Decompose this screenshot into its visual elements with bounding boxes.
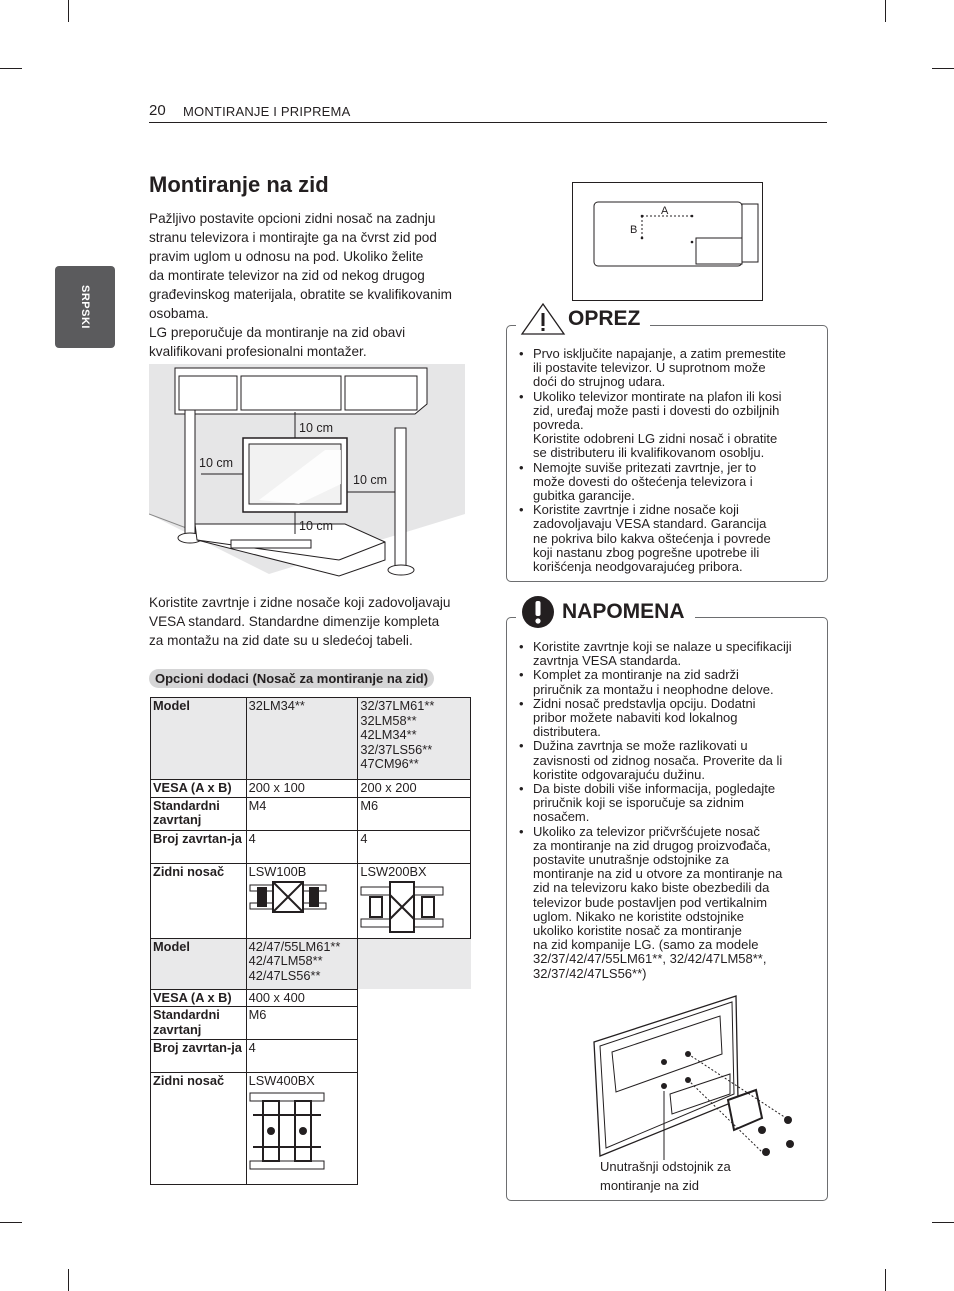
list-item: [516, 739, 826, 782]
list-item-line: priručnik koji se isporučuje sa zidnim: [533, 795, 744, 811]
accessories-label: Opcioni dodaci (Nosač za montiranje na zid): [149, 669, 434, 688]
table-row: [151, 1073, 471, 1185]
list-item-line: gubitka garancije.: [533, 488, 635, 504]
vesa-cell: 400 x 400: [246, 989, 358, 1007]
model-label: Model: [151, 938, 247, 989]
section-title: MONTIRANJE I PRIPREMA: [183, 104, 351, 119]
list-item: [516, 390, 826, 461]
wall-mount-spec-table: [150, 697, 471, 1185]
crop-mark: [932, 1222, 954, 1223]
vesa-label: VESA (A x B): [151, 780, 247, 798]
list-item-line: ili postavite televizor. U suprotnom može: [533, 360, 766, 376]
language-tab-label: SRPSKI: [79, 285, 91, 329]
bracket-name: LSW400BX: [248, 1073, 315, 1088]
screw-cell: M6: [246, 1007, 358, 1040]
table-row: [151, 1040, 471, 1073]
text-line: pravim uglom u odnosu na pod. Ukoliko želite: [149, 249, 424, 264]
crop-mark: [885, 0, 886, 22]
list-item: [516, 461, 826, 504]
bracket-name: LSW200BX: [360, 863, 427, 879]
list-item-line: zid, uređaj može pasti i dovesti do ozbiljnih: [533, 402, 780, 418]
crop-mark: [885, 1269, 886, 1291]
text-line: LG preporučuje da montiranje na zid obavi: [149, 325, 406, 340]
right-clearance-label: 10 cm: [353, 473, 388, 487]
text-line: građevinskog materijala, obratite se kvalifikovanim: [149, 287, 452, 302]
table-row: [151, 938, 471, 989]
bracket-cell: [246, 863, 358, 938]
screw-cell: M6: [358, 797, 471, 830]
list-item-line: zid na televizoru kako biste obezbedili da: [533, 880, 770, 896]
model-name: 47CM96**: [360, 756, 419, 771]
screw-count-cell: 4: [358, 830, 471, 863]
table-row: [151, 780, 471, 798]
caution-header: [516, 302, 650, 336]
list-item-line: distributera.: [533, 724, 601, 740]
list-item-line: • Prvo isključite napajanje, a zatim premestite: [533, 346, 786, 361]
list-item-line: može dovesti do oštećenja televizora i: [533, 473, 753, 489]
left-clearance-label: 10 cm: [199, 456, 234, 470]
list-item-line: zavisnosti od zidnog nosača. Proverite da li: [533, 752, 783, 768]
model-name: 42/47/55LM61**: [248, 938, 341, 954]
empty-cell: [358, 1007, 471, 1040]
list-item-line: montiranje na zid u otvore za montiranje na: [533, 866, 783, 882]
list-item-line: zavrtnja VESA standarda.: [533, 653, 682, 669]
list-item-line: postavite unutrašnje odstojnike za: [533, 852, 729, 868]
list-item-line: 32/37/42/47/55LM61**, 32/42/47LM58**,: [533, 951, 767, 967]
dimension-b-label: B: [630, 224, 638, 236]
model-name: 32/37LM61**: [360, 698, 435, 713]
list-item-line: • Komplet za montiranje na zid sadrži: [533, 667, 739, 683]
list-item-line: Koristite odobreni LG zidni nosač i obratite: [533, 431, 778, 447]
bracket-lsw400bx-image: [249, 1091, 325, 1171]
caption-line: montiranje na zid: [600, 1178, 699, 1193]
text-line: stranu televizora i montirajte ga na čvrst zid pod: [149, 230, 437, 245]
bracket-lsw100b-image: [249, 881, 327, 913]
model-name: 42/47LS56**: [248, 967, 321, 983]
table-row: [151, 797, 471, 830]
text-line: kvalifikovani profesionalni montažer.: [149, 344, 367, 359]
language-tab: [55, 266, 115, 348]
caution-list: [516, 347, 826, 574]
list-item-line: koji nastanu zbog pogrešne upotrebe ili: [533, 544, 760, 560]
note-list: [516, 640, 826, 981]
list-item-line: televizor bude postavljen pod vertikalnim: [533, 894, 768, 910]
vesa-cell: 200 x 200: [358, 780, 471, 798]
bracket-cell: [358, 863, 471, 938]
spacer-caption: [600, 1157, 731, 1195]
note-header: [516, 594, 695, 630]
list-item-line: za montiranje na zid drugog proizvođača,: [533, 837, 771, 853]
caution-title: OPREZ: [566, 307, 646, 331]
list-item-line: pribor možete nabaviti kod lokalnog: [533, 710, 738, 726]
list-item-line: doći do strujnog udara.: [533, 374, 666, 390]
table-row: [151, 989, 471, 1007]
model-label: Model: [151, 698, 247, 780]
screw-label: Standardni zavrtanj: [151, 797, 247, 830]
exclamation-circle-icon: [520, 594, 556, 630]
text-line: da montirate televizor na zid od nekog drugog: [149, 268, 425, 283]
list-item: [516, 347, 826, 390]
vesa-paragraph: [149, 593, 479, 650]
vesa-dimension-diagram: [572, 182, 764, 302]
tv-spacer-illustration: [590, 994, 810, 1160]
header-rule: [149, 122, 827, 123]
text-line: VESA standard. Standardne dimenzije kompleta: [149, 614, 440, 629]
model-name: 32/37LS56**: [360, 741, 433, 757]
list-item-line: se distributeru ili kvalifikovanom osoblju.: [533, 445, 765, 461]
list-item-line: povreda.: [533, 417, 584, 433]
list-item-line: nosačem.: [533, 809, 590, 825]
screw-count-label: Broj zavrtan-ja: [151, 830, 247, 863]
model-cell: [358, 698, 471, 780]
warning-triangle-icon: [520, 302, 566, 336]
list-item: [516, 825, 826, 981]
bracket-label: Zidni nosač: [151, 1073, 247, 1185]
list-item: [516, 640, 826, 668]
list-item-line: • Koristite zavrtnje i zidne nosače koji: [533, 502, 739, 518]
list-item-line: • Dužina zavrtnja se može razlikovati u: [533, 738, 748, 754]
wall-mount-clearance-illustration: [149, 364, 465, 580]
list-item-line: • Ukoliko za televizor pričvršćujete nosač: [533, 823, 760, 839]
table-row: [151, 1007, 471, 1040]
empty-cell: [358, 989, 471, 1007]
table-row: [151, 698, 471, 780]
model-name: 42/47LM58**: [248, 953, 323, 968]
list-item-line: zadovoljavaju VESA standard. Garancija: [533, 516, 767, 532]
page-number: 20: [149, 102, 166, 119]
crop-mark: [0, 1222, 22, 1223]
model-name: 42LM34**: [360, 727, 417, 742]
screw-label: Standardni zavrtanj: [151, 1007, 247, 1040]
crop-mark: [68, 1269, 69, 1291]
empty-cell: [358, 938, 471, 989]
list-item-line: • Koristite zavrtnje koji se nalaze u specifikaciji: [533, 639, 792, 654]
model-cell: 32LM34**: [246, 698, 358, 780]
table-row: [151, 830, 471, 863]
text-line: za montažu na zid date su u sledećoj tabeli.: [149, 633, 413, 648]
text-line: osobama.: [149, 306, 209, 321]
list-item-line: uglom. Nikako ne koristite odstojnike: [533, 908, 744, 924]
bracket-label: Zidni nosač: [151, 863, 247, 938]
list-item: [516, 782, 826, 825]
empty-cell: [358, 1040, 471, 1073]
intro-paragraph: [149, 209, 479, 361]
list-item-line: • Da biste dobili više informacija, pogledajte: [533, 781, 776, 797]
list-item-line: 32/37/42/47LS56**): [533, 965, 647, 981]
note-title: NAPOMENA: [556, 600, 691, 624]
caption-line: Unutrašnji odstojnik za: [600, 1159, 731, 1174]
page-title: Montiranje na zid: [149, 172, 329, 197]
bracket-lsw200bx-image: [360, 881, 444, 933]
model-name: 32LM58**: [360, 712, 417, 728]
crop-mark: [932, 68, 954, 69]
text-line: Pažljivo postavite opcioni zidni nosač na zadnju: [149, 211, 436, 226]
list-item: [516, 668, 826, 696]
list-item-line: koristite odgovarajuću dužinu.: [533, 766, 705, 782]
list-item-line: ukoliko koristite nosač za montiranje: [533, 923, 742, 939]
screw-count-label: Broj zavrtan-ja: [151, 1040, 247, 1073]
list-item-line: korišćenja neodgovarajućeg pribora.: [533, 559, 743, 575]
list-item-line: na zid kompanije LG. (samo za modele: [533, 937, 759, 953]
bottom-clearance-label: 10 cm: [299, 519, 334, 533]
empty-cell: [358, 1073, 471, 1185]
list-item-line: • Ukoliko televizor montirate na plafon ili kosi: [533, 388, 782, 404]
vesa-label: VESA (A x B): [151, 989, 247, 1007]
bracket-name: LSW100B: [248, 863, 307, 879]
list-item: [516, 697, 826, 740]
screw-count-cell: 4: [246, 830, 358, 863]
list-item: [516, 503, 826, 574]
screw-cell: M4: [246, 797, 358, 830]
list-item-line: ne pokriva bilo kakva oštećenja i povrede: [533, 530, 771, 546]
vesa-cell: 200 x 100: [246, 780, 358, 798]
list-item-line: • Zidni nosač predstavlja opciju. Dodatni: [533, 695, 756, 711]
crop-mark: [68, 0, 69, 22]
table-row: [151, 863, 471, 938]
dimension-a-label: A: [661, 205, 669, 217]
bracket-cell: [246, 1073, 358, 1185]
model-cell: [246, 938, 358, 989]
list-item-line: • Nemojte suviše pritezati zavrtnje, jer to: [533, 459, 757, 475]
list-item-line: priručnik za montažu i neophodne delove.: [533, 681, 774, 697]
crop-mark: [0, 68, 22, 69]
text-line: Koristite zavrtnje i zidne nosače koji zadovoljavaju: [149, 595, 451, 610]
top-clearance-label: 10 cm: [299, 421, 334, 435]
screw-count-cell: 4: [246, 1040, 358, 1073]
